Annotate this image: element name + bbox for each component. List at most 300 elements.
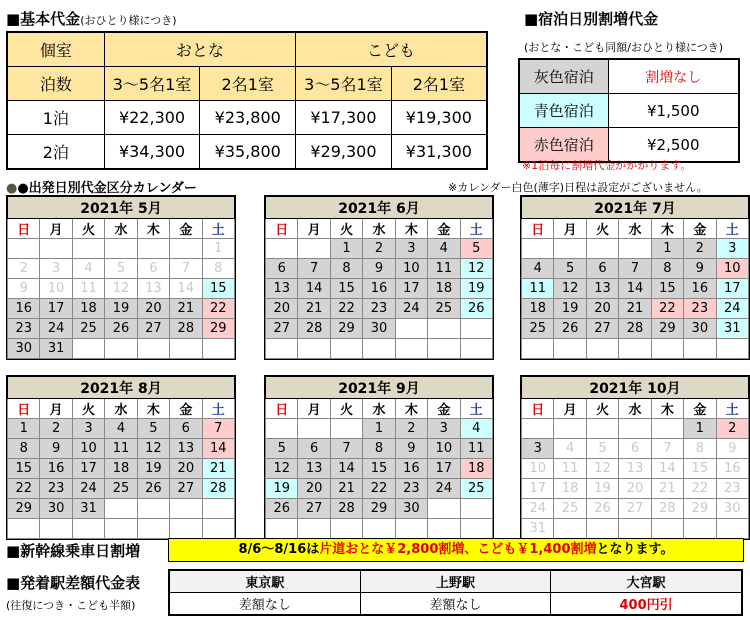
calendar-day [40, 519, 72, 539]
calendar-day: 27 [170, 479, 202, 499]
bullet-icon: ● [6, 181, 18, 196]
calendar-day: 18 [72, 299, 104, 319]
calendar-day: 10 [716, 259, 748, 279]
surcharge-label-blue: 青色宿泊 [519, 94, 608, 128]
calendar-day: 17 [72, 459, 104, 479]
calendar-month-title: 2021年 8月 [8, 377, 235, 399]
calendar-day [298, 419, 330, 439]
calendar-day: 29 [684, 499, 716, 519]
calendar-day: 3 [395, 239, 427, 259]
calendar-day [395, 519, 427, 539]
calendar-day [8, 239, 40, 259]
calendar-day: 30 [40, 499, 72, 519]
calendar-day: 17 [395, 279, 427, 299]
calendar-day: 7 [651, 439, 683, 459]
calendar-day: 16 [684, 279, 716, 299]
calendar-day: 19 [586, 479, 618, 499]
calendar-week [522, 279, 749, 299]
weekday-header: 火 [72, 219, 104, 239]
calendar-day [554, 519, 586, 539]
calendar-day [586, 339, 618, 359]
calendar-day: 25 [460, 479, 492, 499]
calendar-day: 9 [363, 259, 395, 279]
calendar-day [266, 239, 298, 259]
calendar-day: 8 [8, 439, 40, 459]
calendar-day: 16 [395, 459, 427, 479]
calendar-week [522, 419, 749, 439]
calendar-week [522, 499, 749, 519]
calendar-day: 2 [684, 239, 716, 259]
weekday-header: 日 [266, 399, 298, 419]
calendar-day: 1 [8, 419, 40, 439]
calendar-day: 18 [554, 479, 586, 499]
calendar-day: 2 [363, 239, 395, 259]
weekday-header: 水 [105, 219, 137, 239]
calendar-day: 20 [170, 459, 202, 479]
calendar-day: 3 [716, 239, 748, 259]
calendar-day: 2 [395, 419, 427, 439]
calendar-day: 13 [298, 459, 330, 479]
calendar-day: 6 [298, 439, 330, 459]
calendar-day: 15 [684, 459, 716, 479]
calendar-day: 11 [460, 439, 492, 459]
calendar-day: 13 [266, 279, 298, 299]
calendar-day [330, 519, 362, 539]
calendar-day [137, 239, 169, 259]
price-cell: ¥17,300 [296, 101, 392, 135]
calendar-month-title: 2021年 9月 [266, 377, 493, 399]
calendar-day [554, 239, 586, 259]
calendar-month [520, 375, 750, 540]
calendar-day [428, 499, 460, 519]
calendar-day: 13 [137, 279, 169, 299]
calendar-day: 18 [460, 459, 492, 479]
calendar-day: 30 [716, 499, 748, 519]
calendar-day: 8 [363, 439, 395, 459]
calendar-month [6, 195, 236, 360]
calendar-day: 11 [72, 279, 104, 299]
calendar-week [266, 439, 493, 459]
calendar-day: 28 [202, 479, 234, 499]
calendar-day: 22 [202, 299, 234, 319]
weekday-header: 金 [170, 219, 202, 239]
weekday-header: 月 [298, 219, 330, 239]
calendar-day: 15 [363, 459, 395, 479]
calendar-day [298, 239, 330, 259]
calendar-day: 5 [137, 419, 169, 439]
calendar-day: 9 [684, 259, 716, 279]
calendar-day [137, 499, 169, 519]
calendar-day [716, 339, 748, 359]
calendar-day: 6 [586, 259, 618, 279]
calendar-week [8, 319, 235, 339]
table-row [7, 135, 487, 170]
calendar-day [137, 339, 169, 359]
calendar-day: 21 [170, 299, 202, 319]
calendar-day: 4 [428, 239, 460, 259]
basic-price-table [6, 31, 488, 170]
calendar-week [8, 279, 235, 299]
calendar-day: 13 [586, 279, 618, 299]
calendar-week [8, 419, 235, 439]
calendar-day: 8 [330, 259, 362, 279]
calendar-day: 4 [460, 419, 492, 439]
calendar-day: 9 [40, 439, 72, 459]
calendar-week [522, 439, 749, 459]
calendar-week [266, 299, 493, 319]
calendar-day: 3 [40, 259, 72, 279]
calendar-day: 4 [105, 419, 137, 439]
weekday-header: 月 [40, 219, 72, 239]
calendar-day [202, 499, 234, 519]
calendar-day [330, 419, 362, 439]
calendar-day: 15 [330, 279, 362, 299]
calendar-day: 9 [716, 439, 748, 459]
calendar-day: 28 [298, 319, 330, 339]
calendar-day: 18 [428, 279, 460, 299]
calendar-day [137, 519, 169, 539]
calendar-day: 30 [684, 319, 716, 339]
calendar-day: 12 [586, 459, 618, 479]
calendar-day: 30 [8, 339, 40, 359]
surcharge-title: ■宿泊日別割増代金 [524, 10, 659, 28]
calendar-month-title: 2021年 6月 [266, 197, 493, 219]
price-cell: ¥23,800 [200, 101, 296, 135]
surcharge-value: ¥1,500 [608, 94, 739, 128]
calendar-day: 25 [554, 499, 586, 519]
calendar-day [619, 239, 651, 259]
calendar-day [202, 519, 234, 539]
calendar-day: 29 [202, 319, 234, 339]
station-value: 差額なし [360, 593, 550, 616]
basic-price-title: ■基本代金(おひとり様につき) [6, 10, 177, 28]
calendar-day [651, 519, 683, 539]
calendar-week [522, 239, 749, 259]
calendar-day: 7 [330, 439, 362, 459]
calendar-day: 31 [716, 319, 748, 339]
calendar-month [6, 375, 236, 540]
calendar-day: 17 [716, 279, 748, 299]
calendar-day: 24 [40, 319, 72, 339]
price-cell: ¥29,300 [296, 135, 392, 170]
calendar-day [170, 239, 202, 259]
station-header: 上野駅 [360, 570, 550, 593]
calendar-day: 1 [363, 419, 395, 439]
calendar-day [619, 419, 651, 439]
calendar-day: 25 [428, 299, 460, 319]
calendar-day [40, 239, 72, 259]
header-room: 個室 [7, 32, 104, 67]
calendar-day: 26 [105, 319, 137, 339]
calendar-day [522, 339, 554, 359]
calendar-day [72, 519, 104, 539]
calendar-day [202, 339, 234, 359]
calendar-day: 13 [170, 439, 202, 459]
station-value: 差額なし [169, 593, 360, 616]
calendar-week [522, 319, 749, 339]
price-cell: ¥34,300 [104, 135, 200, 170]
calendar-day: 10 [72, 439, 104, 459]
surcharge-label-gray: 灰色宿泊 [519, 59, 608, 94]
basic-price-subtitle: (おひとり様につき) [80, 14, 177, 27]
calendar-day: 30 [395, 499, 427, 519]
calendar-day: 28 [619, 319, 651, 339]
calendar-day: 9 [8, 279, 40, 299]
calendar-week [8, 499, 235, 519]
calendar-day: 21 [298, 299, 330, 319]
weekday-header: 木 [395, 219, 427, 239]
calendar-day: 14 [651, 459, 683, 479]
weekday-header: 金 [684, 219, 716, 239]
calendar-day: 4 [554, 439, 586, 459]
station-header: 東京駅 [169, 570, 360, 593]
calendar-week [8, 259, 235, 279]
header-sub: 2名1室 [200, 67, 296, 101]
calendar-day: 7 [170, 259, 202, 279]
calendar-day: 20 [266, 299, 298, 319]
calendar-day [522, 239, 554, 259]
calendar-day [716, 519, 748, 539]
calendar-day: 22 [363, 479, 395, 499]
weekday-header: 木 [137, 399, 169, 419]
calendar-day: 9 [395, 439, 427, 459]
header-child: こども [296, 32, 487, 67]
weekday-header: 金 [170, 399, 202, 419]
calendar-day: 13 [619, 459, 651, 479]
calendar-day: 2 [40, 419, 72, 439]
calendar-day: 14 [619, 279, 651, 299]
calendar-day: 7 [619, 259, 651, 279]
calendar-day: 27 [298, 499, 330, 519]
calendar-day: 18 [105, 459, 137, 479]
weekday-header: 金 [428, 219, 460, 239]
calendar-day: 4 [72, 259, 104, 279]
calendar-week [8, 239, 235, 259]
weekday-header: 水 [619, 399, 651, 419]
station-table [168, 569, 743, 616]
price-cell: ¥31,300 [391, 135, 487, 170]
calendar-day: 24 [522, 499, 554, 519]
calendar-day: 3 [428, 419, 460, 439]
calendar-day: 23 [684, 299, 716, 319]
calendar-day: 31 [72, 499, 104, 519]
calendar-week [522, 459, 749, 479]
calendar-day: 20 [298, 479, 330, 499]
calendar-day: 14 [170, 279, 202, 299]
calendar-day: 16 [8, 299, 40, 319]
weekday-header: 水 [363, 219, 395, 239]
calendar-day: 29 [330, 319, 362, 339]
table-row [519, 59, 739, 94]
table-row [519, 94, 739, 128]
calendar-day: 18 [522, 299, 554, 319]
weekday-header: 木 [137, 219, 169, 239]
weekday-header: 月 [40, 399, 72, 419]
calendar-day: 31 [40, 339, 72, 359]
calendar-day [460, 319, 492, 339]
calendar-day [395, 319, 427, 339]
calendar-day [428, 319, 460, 339]
weekday-header: 日 [522, 219, 554, 239]
calendar-day: 7 [202, 419, 234, 439]
calendar-day: 21 [619, 299, 651, 319]
calendar-day: 19 [554, 299, 586, 319]
calendar-day: 1 [202, 239, 234, 259]
weekday-header: 日 [266, 219, 298, 239]
shinkansen-text: 8/6～8/16は [238, 542, 320, 557]
station-title: ■発着駅差額代金表 [6, 574, 141, 592]
calendar-day: 20 [586, 299, 618, 319]
calendar-day: 24 [395, 299, 427, 319]
calendar-week [8, 339, 235, 359]
calendar-day: 14 [202, 439, 234, 459]
calendar-day [651, 339, 683, 359]
calendar-day: 28 [170, 319, 202, 339]
calendar-day: 15 [202, 279, 234, 299]
calendar-day: 27 [619, 499, 651, 519]
calendar-day: 12 [266, 459, 298, 479]
surcharge-subtitle: (おとな・こども同額/おひとり様につき) [524, 41, 724, 54]
calendar-day: 23 [716, 479, 748, 499]
calendar-day: 14 [330, 459, 362, 479]
weekday-header: 日 [8, 219, 40, 239]
calendar-day [105, 339, 137, 359]
calendar-day: 21 [330, 479, 362, 499]
weekday-header: 月 [554, 399, 586, 419]
calendar-day: 25 [72, 319, 104, 339]
calendar-day: 23 [40, 479, 72, 499]
weekday-header: 水 [619, 219, 651, 239]
calendar-day: 5 [105, 259, 137, 279]
calendar-day [105, 499, 137, 519]
calendar-day: 17 [428, 459, 460, 479]
weekday-header: 木 [395, 399, 427, 419]
calendar-day [522, 419, 554, 439]
calendar-day: 12 [554, 279, 586, 299]
weekday-header: 火 [586, 219, 618, 239]
calendar-day: 22 [684, 479, 716, 499]
calendar-title-text: ●出発日別代金区分カレンダー [17, 181, 197, 196]
calendar-day: 1 [651, 239, 683, 259]
calendar-day: 11 [428, 259, 460, 279]
calendar-day: 26 [554, 319, 586, 339]
calendar-day [395, 339, 427, 359]
calendar-day: 3 [72, 419, 104, 439]
calendar-day: 5 [460, 239, 492, 259]
calendar-day: 17 [40, 299, 72, 319]
calendar-day [586, 419, 618, 439]
weekday-header: 火 [330, 219, 362, 239]
calendar-day: 6 [170, 419, 202, 439]
calendar-day [266, 339, 298, 359]
calendar-day [428, 339, 460, 359]
weekday-header: 金 [684, 399, 716, 419]
calendar-day: 10 [428, 439, 460, 459]
calendar-day: 14 [298, 279, 330, 299]
calendar-day: 28 [330, 499, 362, 519]
calendar-week [8, 299, 235, 319]
calendar-day: 2 [8, 259, 40, 279]
calendar-day [554, 419, 586, 439]
calendar-week [266, 259, 493, 279]
calendar-day: 26 [586, 499, 618, 519]
calendar-day: 22 [651, 299, 683, 319]
calendar-day [619, 339, 651, 359]
calendar-day: 29 [363, 499, 395, 519]
calendar-week [266, 519, 493, 539]
calendar-day [170, 519, 202, 539]
calendar-day [684, 339, 716, 359]
calendar-day: 25 [522, 319, 554, 339]
calendar-week [266, 319, 493, 339]
price-cell: ¥35,800 [200, 135, 296, 170]
calendar-day: 19 [460, 279, 492, 299]
calendar-month-title: 2021年 10月 [522, 377, 749, 399]
calendar-day: 2 [716, 419, 748, 439]
calendar-day: 16 [363, 279, 395, 299]
calendar-day: 23 [8, 319, 40, 339]
weekday-header: 月 [554, 219, 586, 239]
calendar-week [8, 459, 235, 479]
calendar-day: 6 [619, 439, 651, 459]
header-sub: 3～5名1室 [296, 67, 392, 101]
calendar-day: 25 [105, 479, 137, 499]
calendar-day [8, 519, 40, 539]
calendar-week [522, 479, 749, 499]
calendar-day [105, 519, 137, 539]
calendar-day: 27 [266, 319, 298, 339]
calendar-day: 22 [330, 299, 362, 319]
calendar-day: 16 [716, 459, 748, 479]
calendar-note: ※カレンダー白色(薄字)日程は設定がございません。 [448, 181, 708, 194]
calendar-month [264, 195, 494, 360]
calendar-day [460, 499, 492, 519]
shinkansen-amount: 片道おとな￥2,800割増、こども￥1,400割増 [319, 542, 597, 557]
calendar-day: 8 [202, 259, 234, 279]
weekday-header: 土 [460, 219, 492, 239]
calendar-week [522, 339, 749, 359]
calendar-week [266, 479, 493, 499]
shinkansen-title: ■新幹線乗車日割増 [6, 542, 141, 560]
calendar-day: 11 [554, 459, 586, 479]
surcharge-table [518, 58, 740, 163]
calendar-week [8, 479, 235, 499]
calendar-week [266, 499, 493, 519]
weekday-header: 土 [716, 399, 748, 419]
calendar-day: 15 [8, 459, 40, 479]
calendar-day: 6 [137, 259, 169, 279]
header-adult: おとな [104, 32, 295, 67]
surcharge-note: ※1泊毎に割増代金がかかります。 [522, 159, 692, 172]
weekday-header: 木 [651, 399, 683, 419]
calendar-day: 5 [266, 439, 298, 459]
station-value: 400円引 [551, 593, 742, 616]
calendar-day [554, 339, 586, 359]
calendar-week [8, 439, 235, 459]
row-label: 1泊 [7, 101, 104, 135]
calendar-day: 10 [40, 279, 72, 299]
calendar-day [298, 339, 330, 359]
weekday-header: 金 [428, 399, 460, 419]
calendar-day [298, 519, 330, 539]
calendar-day: 26 [460, 299, 492, 319]
calendar-week [266, 279, 493, 299]
calendar-day [586, 239, 618, 259]
calendar-day [170, 339, 202, 359]
surcharge-value: 割増なし [608, 59, 739, 94]
calendar-day: 22 [8, 479, 40, 499]
weekday-header: 火 [586, 399, 618, 419]
